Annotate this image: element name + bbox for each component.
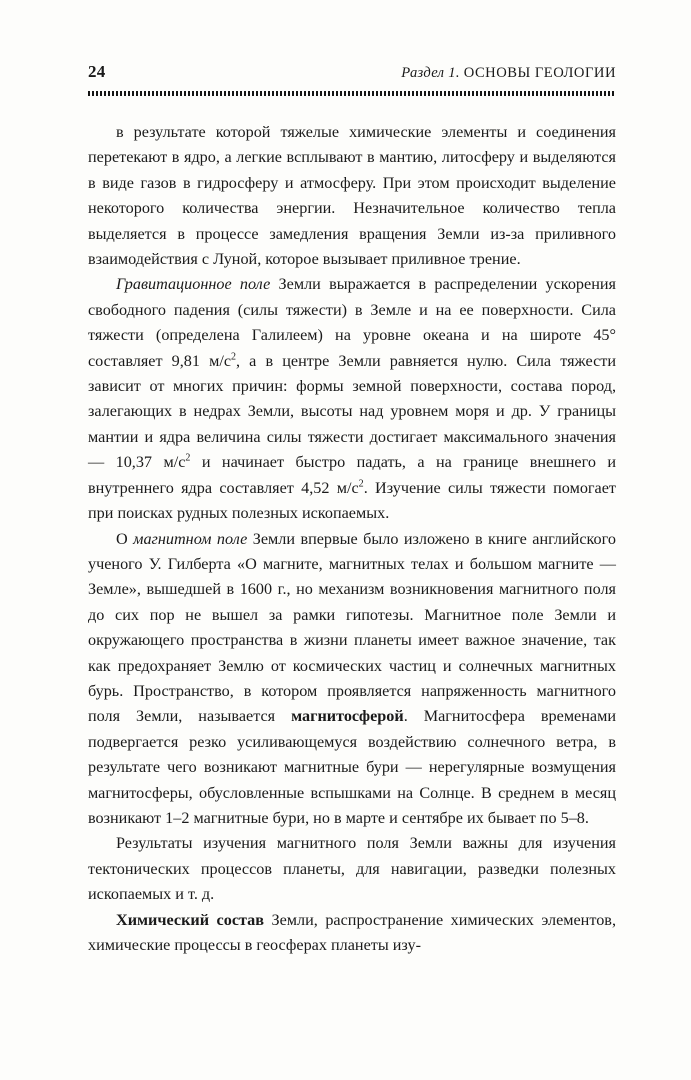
text-run: . Изучение силы тяжести помогает при поисках рудных полезных ископаемых. xyxy=(88,478,616,523)
body-text xyxy=(88,120,616,958)
paragraph xyxy=(88,908,616,959)
text-run: Результаты изучения магнитного поля Земли важны для изучения тектонических процессов планеты, для навигации, разведки полезных ископаемых и т. д. xyxy=(88,834,616,904)
running-head-title: ОСНОВЫ ГЕОЛОГИИ xyxy=(463,65,616,81)
emphasis-term: Гравитационное поле xyxy=(116,275,271,294)
text-run: . Магнитосфера временами подвергается резко усиливающемуся воздействию солнечного ветра, в результате чего возникают магнитные бури — нерегулярные возмущения магнитосферы, обусловленные вспышками на Солнце. В среднем в месяц возникают 1–2 магнитные бури, но в марте и сентябре их бывает по 5–8. xyxy=(88,707,616,827)
paragraph xyxy=(88,120,616,272)
paragraph xyxy=(88,527,616,832)
strong-term: Химический состав xyxy=(116,910,264,929)
text-run: Земли впервые было изложено в книге английского ученого У. Гилберта «О магните, магнитных телах и большом магните — Земле», вышедшей в 1600 г., но механизм возникновения магнитного поля до сих пор не вышел за рамки гипотезы. Магнитное поле Земли и окружающего пространства в жизни планеты имеет важное значение, так как предохраняет Землю от космических частиц и солнечных магнитных бурь. Пространство, в котором проявляется напряженность магнитного поля Земли, называется xyxy=(88,529,616,726)
paragraph xyxy=(88,831,616,907)
superscript: 2 xyxy=(185,452,191,464)
running-head xyxy=(401,65,616,82)
text-run: Земли, распространение химических элементов, химические процессы в геосферах планеты изу- xyxy=(88,910,616,954)
paragraph xyxy=(88,272,616,526)
text-run: и начинает быстро падать, а на границе внешнего и внутреннего ядра составляет 4,52 м/с xyxy=(88,453,616,497)
running-head-prefix: Раздел 1. xyxy=(401,65,460,81)
text-run: в результате которой тяжелые химические элементы и соединения перетекают в ядро, а легкие всплывают в мантию, литосферу и выделяются в виде газов в гидросферу и атмосферу. При этом происходит выделение некоторого количества энергии. Незначительное количество тепла выделяется в процессе замедления вращения Земли из-за приливного взаимодействия с Луной, которое вызывает приливное трение. xyxy=(88,123,616,269)
header-rule xyxy=(88,91,616,96)
page-content xyxy=(88,62,616,958)
text-run: О xyxy=(116,529,134,548)
superscript: 2 xyxy=(358,478,364,490)
superscript: 2 xyxy=(231,351,237,363)
strong-term: магнитосферой xyxy=(291,707,404,726)
text-run: , а в центре Земли равняется нулю. Сила тяжести зависит от многих причин: формы земной поверхности, состава пород, залегающих в недрах Земли, высоты над уровнем моря и др. У границы мантии и ядра величина силы тяжести достигает максимального значения — 10,37 м/с xyxy=(88,351,616,472)
page-header xyxy=(88,62,616,82)
text-run: Земли выражается в распределении ускорения свободного падения (силы тяжести) в Земле и на ее поверхности. Сила тяжести (определена Галилеем) на уровне океана и на широте 45° составляет 9,81 м/с xyxy=(88,275,616,370)
page-number: 24 xyxy=(88,62,106,81)
emphasis-term: магнитном поле xyxy=(133,529,248,548)
